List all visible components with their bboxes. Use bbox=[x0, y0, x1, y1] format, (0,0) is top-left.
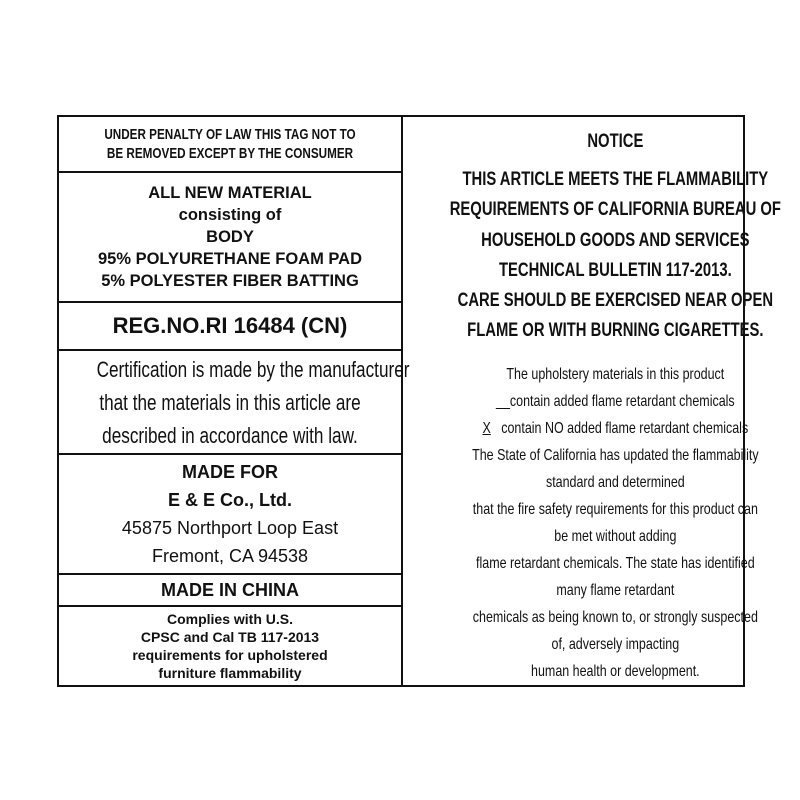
option-no-text: contain NO added flame retardant chemicals bbox=[501, 419, 749, 437]
notice-line: HOUSEHOLD GOODS AND SERVICES bbox=[481, 229, 750, 251]
option-no-mark: X bbox=[482, 419, 491, 437]
address-line: Fremont, CA 94538 bbox=[151, 546, 309, 566]
registration-section bbox=[59, 303, 401, 351]
option-contains-text: contain added flame retardant chemicals bbox=[509, 392, 735, 410]
complies-line: Complies with U.S. bbox=[166, 611, 293, 627]
option-no bbox=[450, 415, 781, 442]
certification-section bbox=[59, 351, 410, 455]
made-for-section bbox=[59, 455, 401, 575]
state-line: The State of California has updated the flammability bbox=[472, 446, 759, 464]
notice-line: FLAME OR WITH BURNING CIGARETTES. bbox=[467, 320, 764, 342]
complies-line: furniture flammability bbox=[158, 665, 302, 681]
material-line: BODY bbox=[206, 228, 254, 246]
material-line: 95% POLYURETHANE FOAM PAD bbox=[97, 250, 363, 268]
state-line: standard and determined bbox=[545, 473, 685, 491]
certification-line: described in accordance with law. bbox=[102, 422, 358, 448]
upholstery-intro: The upholstery materials in this product bbox=[506, 365, 725, 383]
made-in-label: MADE IN CHINA bbox=[161, 579, 299, 600]
state-line: human health or development. bbox=[531, 662, 700, 680]
left-column bbox=[59, 117, 410, 685]
material-line: 5% POLYESTER FIBER BATTING bbox=[101, 272, 359, 290]
notice-line: THIS ARTICLE MEETS THE FLAMMABILITY bbox=[462, 169, 769, 190]
law-label bbox=[57, 115, 781, 687]
state-line: flame retardant chemicals. The state has identified bbox=[476, 554, 755, 572]
made-in-section bbox=[59, 575, 401, 607]
state-line: of, adversely impacting bbox=[551, 635, 680, 653]
registration-number: REG.NO.RI 16484 (CN) bbox=[112, 313, 348, 338]
state-line: be met without adding bbox=[554, 527, 677, 545]
complies-line: requirements for upholstered bbox=[132, 647, 328, 663]
upholstery-disclosure bbox=[403, 361, 800, 685]
complies-section bbox=[59, 607, 401, 685]
notice-line: CARE SHOULD BE EXERCISED NEAR OPEN bbox=[457, 290, 774, 312]
state-line: that the fire safety requirements for this product can bbox=[472, 500, 758, 518]
material-line: ALL NEW MATERIAL bbox=[148, 184, 312, 202]
warning-line: BE REMOVED EXCEPT BY THE CONSUMER bbox=[106, 145, 354, 162]
option-contains-mark: __ bbox=[496, 392, 510, 410]
warning-section bbox=[59, 117, 401, 173]
notice-line: TECHNICAL BULLETIN 117-2013. bbox=[498, 259, 732, 281]
complies-line: CPSC and Cal TB 117-2013 bbox=[140, 629, 320, 645]
warning-line: UNDER PENALTY OF LAW THIS TAG NOT TO bbox=[104, 126, 356, 143]
notice-line: REQUIREMENTS OF CALIFORNIA BUREAU OF bbox=[449, 199, 781, 221]
option-contains bbox=[450, 388, 781, 415]
company-name: E & E Co., Ltd. bbox=[168, 490, 292, 510]
made-for-heading: MADE FOR bbox=[182, 462, 278, 482]
state-line: chemicals as being known to, or strongly suspected bbox=[472, 608, 758, 626]
certification-line: that the materials in this article are bbox=[99, 389, 361, 415]
notice-column bbox=[403, 117, 800, 685]
notice-title: NOTICE bbox=[587, 131, 644, 152]
material-line: consisting of bbox=[178, 206, 282, 224]
address-line: 45875 Northport Loop East bbox=[121, 518, 339, 538]
state-line: many flame retardant bbox=[556, 581, 675, 599]
notice-body bbox=[403, 165, 800, 347]
material-section bbox=[59, 173, 401, 303]
certification-line: Certification is made by the manufacturer bbox=[96, 356, 410, 382]
